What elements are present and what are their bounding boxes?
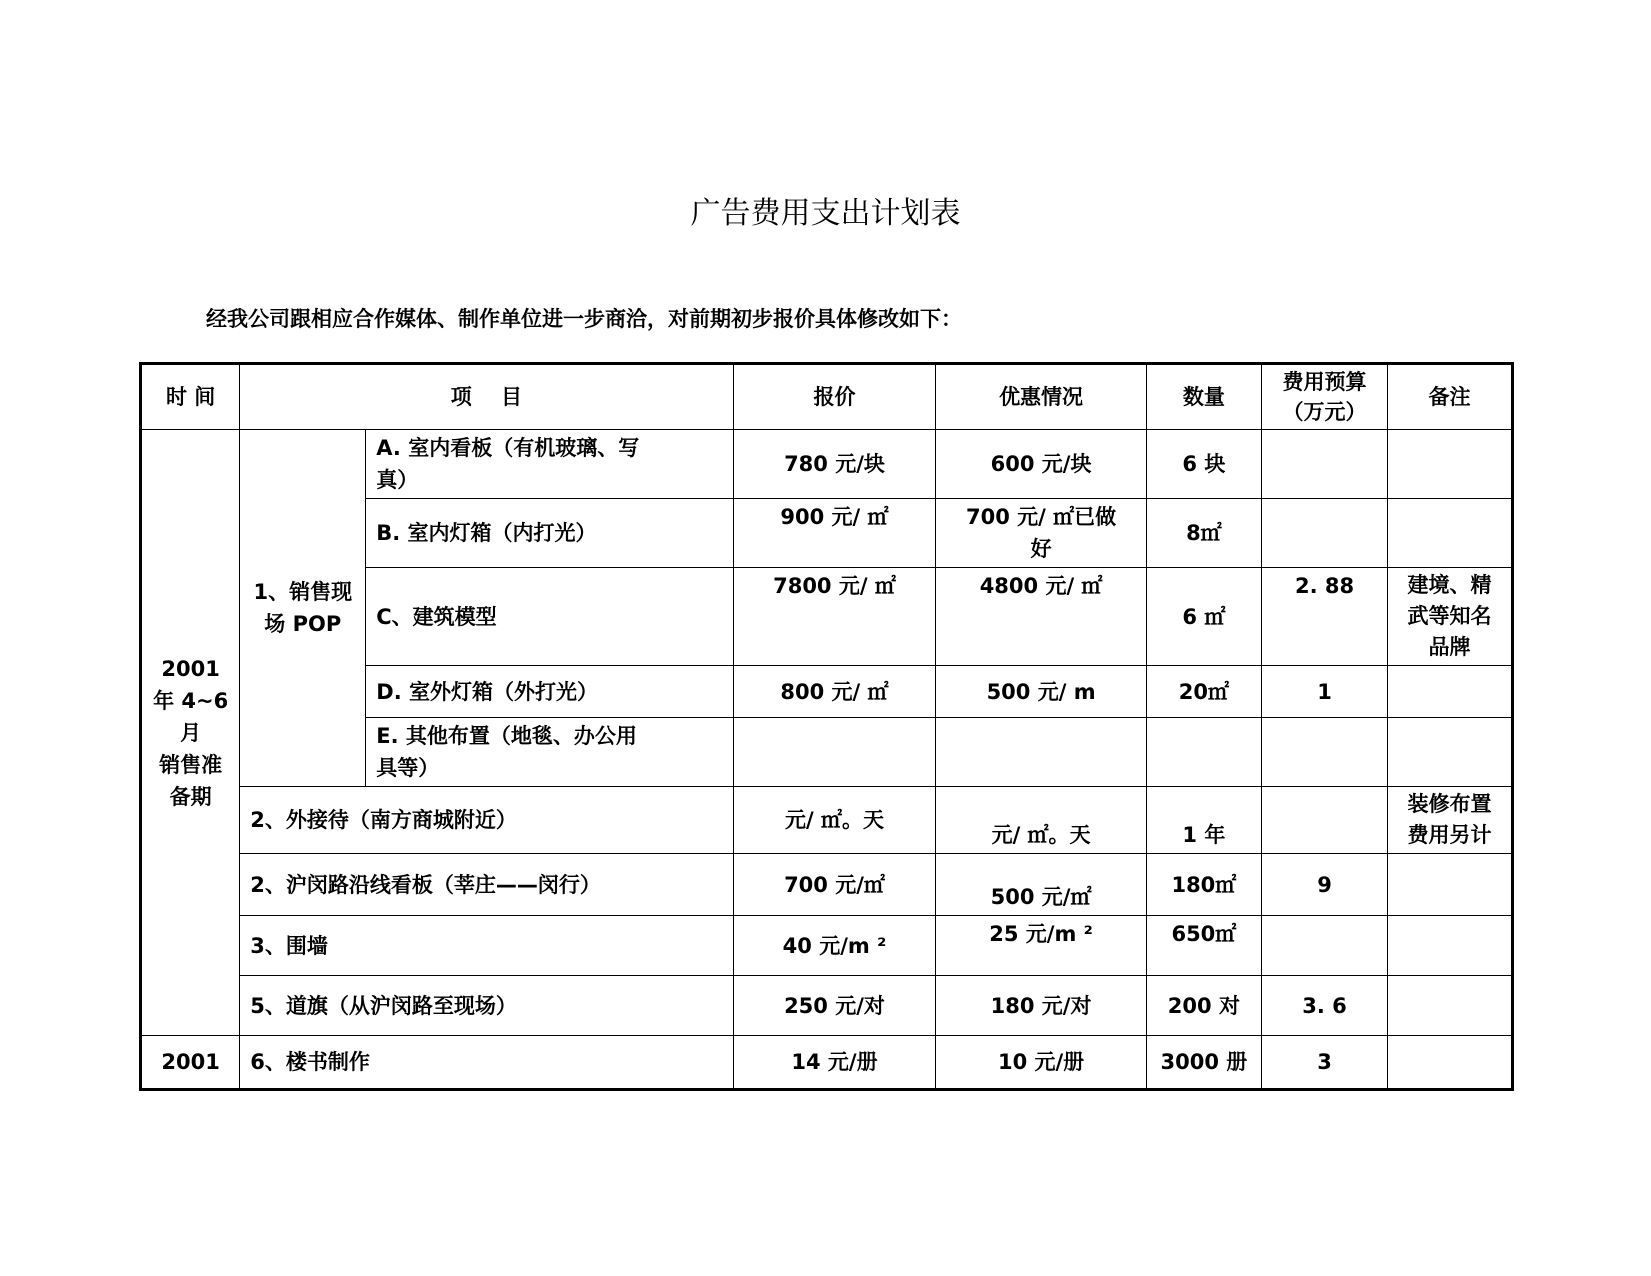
budget-cell: 3 bbox=[1262, 1036, 1388, 1090]
note-cell bbox=[1388, 718, 1513, 787]
budget-cell bbox=[1262, 499, 1388, 568]
header-item: 项 目 bbox=[240, 364, 733, 430]
note-cell bbox=[1388, 854, 1513, 916]
price-cell: 780 元/块 bbox=[733, 430, 936, 499]
item-cell: 3、围墙 bbox=[240, 916, 733, 976]
qty-cell: 6 ㎡ bbox=[1146, 568, 1261, 666]
header-qty: 数量 bbox=[1146, 364, 1261, 430]
budget-table bbox=[139, 362, 1514, 1091]
note-cell: 装修布置 费用另计 bbox=[1388, 787, 1513, 854]
price-cell: 14 元/册 bbox=[733, 1036, 936, 1090]
price-cell: 40 元/m ² bbox=[733, 916, 936, 976]
header-discount: 优惠情况 bbox=[936, 364, 1146, 430]
discount-cell: 500 元/㎡ bbox=[936, 854, 1146, 916]
qty-cell: 1 年 bbox=[1146, 787, 1261, 854]
qty-cell bbox=[1146, 718, 1261, 787]
price-cell: 700 元/㎡ bbox=[733, 854, 936, 916]
discount-cell bbox=[936, 718, 1146, 787]
discount-cell: 700 元/ ㎡已做 好 bbox=[936, 499, 1146, 568]
header-price: 报价 bbox=[733, 364, 936, 430]
period-cell: 2001 bbox=[141, 1036, 240, 1090]
note-cell bbox=[1388, 916, 1513, 976]
item-cell: E. 其他布置（地毯、办公用 具等） bbox=[366, 718, 733, 787]
budget-cell: 9 bbox=[1262, 854, 1388, 916]
price-cell: 7800 元/ ㎡ bbox=[733, 568, 936, 666]
item-cell: A. 室内看板（有机玻璃、写 真） bbox=[366, 430, 733, 499]
item-cell: 2、沪闵路沿线看板（莘庄——闵行） bbox=[240, 854, 733, 916]
discount-cell: 600 元/块 bbox=[936, 430, 1146, 499]
price-cell: 250 元/对 bbox=[733, 976, 936, 1036]
qty-cell: 200 对 bbox=[1146, 976, 1261, 1036]
pop-group-cell: 1、销售现 场 POP bbox=[240, 430, 366, 787]
budget-cell: 3. 6 bbox=[1262, 976, 1388, 1036]
note-cell bbox=[1388, 1036, 1513, 1090]
header-budget: 费用预算 （万元） bbox=[1262, 364, 1388, 430]
table-row bbox=[141, 1036, 1513, 1090]
note-cell: 建境、精 武等知名 品牌 bbox=[1388, 568, 1513, 666]
qty-cell: 3000 册 bbox=[1146, 1036, 1261, 1090]
budget-cell: 2. 88 bbox=[1262, 568, 1388, 666]
item-cell: 5、道旗（从沪闵路至现场） bbox=[240, 976, 733, 1036]
item-cell: 6、楼书制作 bbox=[240, 1036, 733, 1090]
table-row bbox=[141, 916, 1513, 976]
header-row bbox=[141, 364, 1513, 430]
table-row bbox=[141, 430, 1513, 499]
budget-cell bbox=[1262, 916, 1388, 976]
discount-cell: 10 元/册 bbox=[936, 1036, 1146, 1090]
discount-cell: 4800 元/ ㎡ bbox=[936, 568, 1146, 666]
item-cell: B. 室内灯箱（内打光） bbox=[366, 499, 733, 568]
period-cell: 2001 年 4~6 月 销售准 备期 bbox=[141, 430, 240, 1036]
price-cell: 元/ ㎡。天 bbox=[733, 787, 936, 854]
note-cell bbox=[1388, 499, 1513, 568]
qty-cell: 20㎡ bbox=[1146, 666, 1261, 718]
note-cell bbox=[1388, 976, 1513, 1036]
discount-cell: 500 元/ m bbox=[936, 666, 1146, 718]
note-cell bbox=[1388, 666, 1513, 718]
note-cell bbox=[1388, 430, 1513, 499]
page-title: 广告费用支出计划表 bbox=[690, 196, 961, 231]
budget-cell bbox=[1262, 430, 1388, 499]
budget-cell: 1 bbox=[1262, 666, 1388, 718]
price-cell: 800 元/ ㎡ bbox=[733, 666, 936, 718]
discount-cell: 25 元/m ² bbox=[936, 916, 1146, 976]
item-cell: D. 室外灯箱（外打光） bbox=[366, 666, 733, 718]
discount-cell: 180 元/对 bbox=[936, 976, 1146, 1036]
item-cell: 2、外接待（南方商城附近） bbox=[240, 787, 733, 854]
table-row bbox=[141, 787, 1513, 854]
header-time: 时 间 bbox=[141, 364, 240, 430]
table-row bbox=[141, 854, 1513, 916]
price-cell bbox=[733, 718, 936, 787]
qty-cell: 8㎡ bbox=[1146, 499, 1261, 568]
price-cell: 900 元/ ㎡ bbox=[733, 499, 936, 568]
qty-cell: 180㎡ bbox=[1146, 854, 1261, 916]
intro-text: 经我公司跟相应合作媒体、制作单位进一步商洽，对前期初步报价具体修改如下： bbox=[206, 307, 962, 331]
qty-cell: 6 块 bbox=[1146, 430, 1261, 499]
budget-cell bbox=[1262, 787, 1388, 854]
budget-cell bbox=[1262, 718, 1388, 787]
item-cell: C、建筑模型 bbox=[366, 568, 733, 666]
table-row bbox=[141, 976, 1513, 1036]
header-note: 备注 bbox=[1388, 364, 1513, 430]
discount-cell: 元/ ㎡。天 bbox=[936, 787, 1146, 854]
qty-cell: 650㎡ bbox=[1146, 916, 1261, 976]
